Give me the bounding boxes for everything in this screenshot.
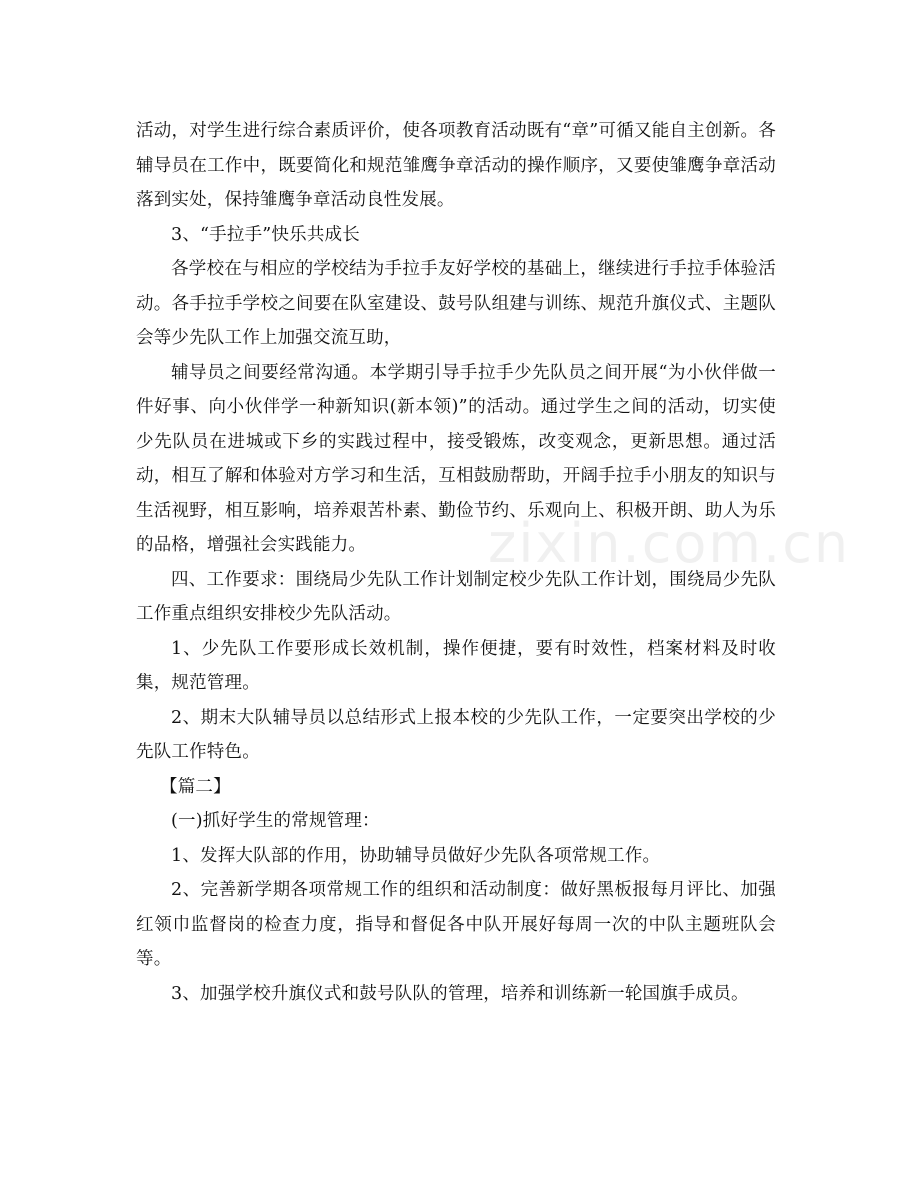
document-body — [136, 114, 776, 1011]
subheading-routine-management: (一)抓好学生的常规管理： — [171, 811, 380, 831]
list-item-requirement-2: 2、期末大队辅导员以总结形式上报本校的少先队工作，一定要突出学校的少先队工作特色。 — [136, 707, 776, 762]
list-item-routine-3: 3、加强学校升旗仪式和鼓号队队的管理，培养和训练新一轮国旗手成员。 — [171, 983, 749, 1004]
section-title-part-two: 【篇二】 — [160, 776, 231, 797]
paragraph-evaluation: 活动，对学生进行综合素质评价，使各项教育活动既有“章”可循又能自主创新。各辅导员在工作中，既要简化和规范雏鹰争章活动的操作顺序，又要使雏鹰争章活动落到实处，保持雏鹰争章活动良性发展。 — [136, 121, 776, 210]
list-item-requirement-1: 1、少先队工作要形成长效机制，操作便捷，要有时效性，档案材料及时收集，规范管理。 — [136, 638, 776, 693]
paragraph-partner-schools: 各学校在与相应的学校结为手拉手友好学校的基础上，继续进行手拉手体验活动。各手拉手学校之间要在队室建设、鼓号队组建与训练、规范升旗仪式、主题队会等少先队工作上加强交流互助， — [136, 259, 776, 348]
heading-hand-in-hand: 3、“手拉手”快乐共成长 — [171, 224, 360, 245]
list-item-routine-1: 1、发挥大队部的作用，协助辅导员做好少先队各项常规工作。 — [171, 845, 661, 866]
paragraph-counselor-communication: 辅导员之间要经常沟通。本学期引导手拉手少先队员之间开展“为小伙伴做一件好事、向小伙伴学一种新知识(新本领)”的活动。通过学生之间的活动，切实使少先队员在进城或下乡的实践过程中，接受锻炼，改变观念，更新思想。通过活动，相互了解和体验对方学习和生活，互相鼓励帮助，开阔手拉手小朋友的知识与生活视野，相互影响，培养艰苦朴素、勤俭节约、乐观向上、积极开朗、助人为乐的品格，增强社会实践能力。 — [136, 362, 776, 555]
list-item-routine-2: 2、完善新学期各项常规工作的组织和活动制度：做好黑板报每月评比、加强红领巾监督岗的检查力度，指导和督促各中队开展好每周一次的中队主题班队会等。 — [136, 880, 776, 969]
heading-work-requirements: 四、工作要求：围绕局少先队工作计划制定校少先队工作计划，围绕局少先队工作重点组织安排校少先队活动。 — [136, 569, 776, 624]
watermark-logo: zixin.com.cn — [488, 512, 851, 575]
